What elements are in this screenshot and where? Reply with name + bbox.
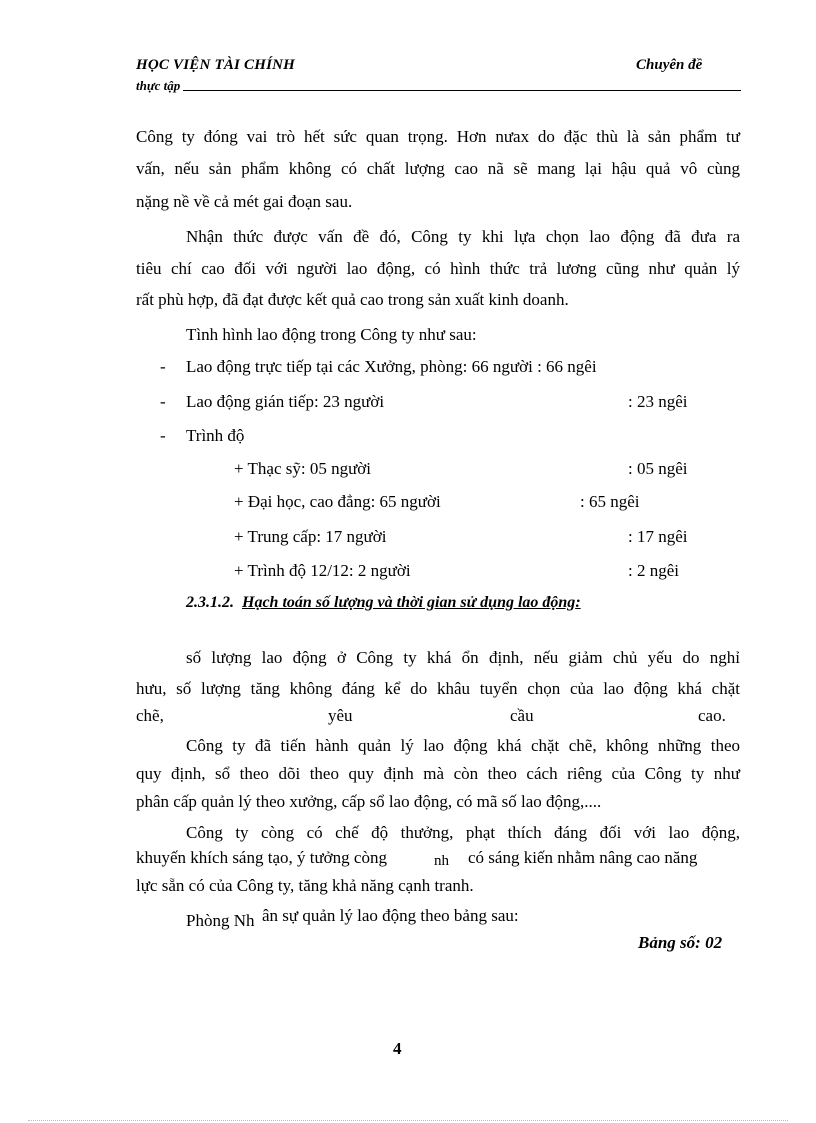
bullet-indirect: - xyxy=(160,392,166,411)
para6-line2-sub: nh xyxy=(434,853,449,869)
table-reference: Bảng số: 02 xyxy=(638,933,723,952)
level-university-value: : 65 ngêi xyxy=(580,492,640,511)
section-title: Hạch toán số lượng và thời gian sử dụng lao động xyxy=(242,594,576,611)
page-bottom-dotted-border xyxy=(28,1120,788,1121)
level-intermediate-value: : 17 ngêi xyxy=(628,527,688,546)
para1-line1: Công ty đóng vai trò hết sức quan trọng. Hơn nưax do đặc thù là sản phẩm tư xyxy=(136,127,740,146)
header-doc-type: Chuyên đề xyxy=(636,57,703,73)
para4-word-1: chẽ, xyxy=(136,706,164,725)
para5-line3: phân cấp quản lý theo xưởng, cấp sổ lao động, có mã số lao động,.... xyxy=(136,792,602,811)
level-intermediate: + Trung cấp: 17 người xyxy=(234,527,387,546)
para6-line1: Công ty còng có chế độ thưởng, phạt thích đáng đối với lao động, xyxy=(186,823,740,842)
bullet-level: - xyxy=(160,426,166,445)
section-number: 2.3.1.2. xyxy=(186,594,234,611)
level-university: + Đại học, cao đẳng: 65 người xyxy=(234,492,441,511)
para3: Tình hình lao động trong Công ty như sau: xyxy=(186,325,477,344)
para4-line2: hưu, số lượng tăng không đáng kể do khâu tuyển chọn của lao động khá chặt xyxy=(136,679,740,698)
para2-line2: tiêu chí cao đối với người lao động, có hình thức trả lương cũng như quản lý xyxy=(136,259,740,278)
para5-line1: Công ty đã tiến hành quản lý lao động khá chặt chẽ, không những theo xyxy=(186,736,740,755)
para7-part1: Phòng Nh xyxy=(186,911,255,930)
para2-line3: rất phù hợp, đã đạt được kết quả cao trong sản xuất kinh doanh. xyxy=(136,290,569,309)
bullet-direct: - xyxy=(160,357,166,376)
para6-line2a: khuyến khích sáng tạo, ý tưởng còng xyxy=(136,848,387,867)
section-colon: : xyxy=(575,594,581,611)
para4-word-2: yêu xyxy=(328,706,353,725)
level-highschool-value: : 2 ngêi xyxy=(628,561,679,580)
header-rule xyxy=(183,90,741,91)
labor-direct: Lao động trực tiếp tại các Xưởng, phòng: 66 người : 66 ngêi xyxy=(186,357,597,376)
para2-line1: Nhận thức được vấn đề đó, Công ty khi lựa chọn lao động đã đưa ra xyxy=(186,227,740,246)
level-masters: + Thạc sỹ: 05 người xyxy=(234,459,372,478)
para4-word-3: cầu xyxy=(510,706,534,725)
para6-line2b: có sáng kiến nhằm nâng cao năng xyxy=(468,848,698,867)
labor-indirect: Lao động gián tiếp: 23 người xyxy=(186,392,385,411)
section-heading xyxy=(186,594,581,612)
para1-line2: vấn, nếu sản phẩm không có chất lượng cao nã sẽ mang lại hậu quả vô cùng xyxy=(136,159,740,178)
level-masters-value: : 05 ngêi xyxy=(628,459,688,478)
header-institution: HỌC VIỆN TÀI CHÍNH xyxy=(136,57,296,73)
labor-indirect-value: : 23 ngêi xyxy=(628,392,688,411)
page-number: 4 xyxy=(393,1039,402,1058)
labor-level: Trình độ xyxy=(186,426,245,445)
para6-line3: lực sẵn có của Công ty, tăng khả năng cạnh tranh. xyxy=(136,876,474,895)
para7-part2: ân sự quản lý lao động theo bảng sau: xyxy=(262,906,519,925)
para1-line3: nặng nề về cả mét gai đoạn sau. xyxy=(136,192,353,211)
level-highschool: + Trình độ 12/12: 2 người xyxy=(234,561,411,580)
para5-line2: quy định, sổ theo dõi theo quy định mà còn theo cách riêng của Công ty như xyxy=(136,764,740,783)
para4-word-4: cao. xyxy=(698,706,726,725)
para4-line1: số lượng lao động ở Công ty khá ổn định, nếu giảm chủ yếu do nghỉ xyxy=(186,648,740,667)
header-institution-line2: thực tập xyxy=(136,78,181,93)
